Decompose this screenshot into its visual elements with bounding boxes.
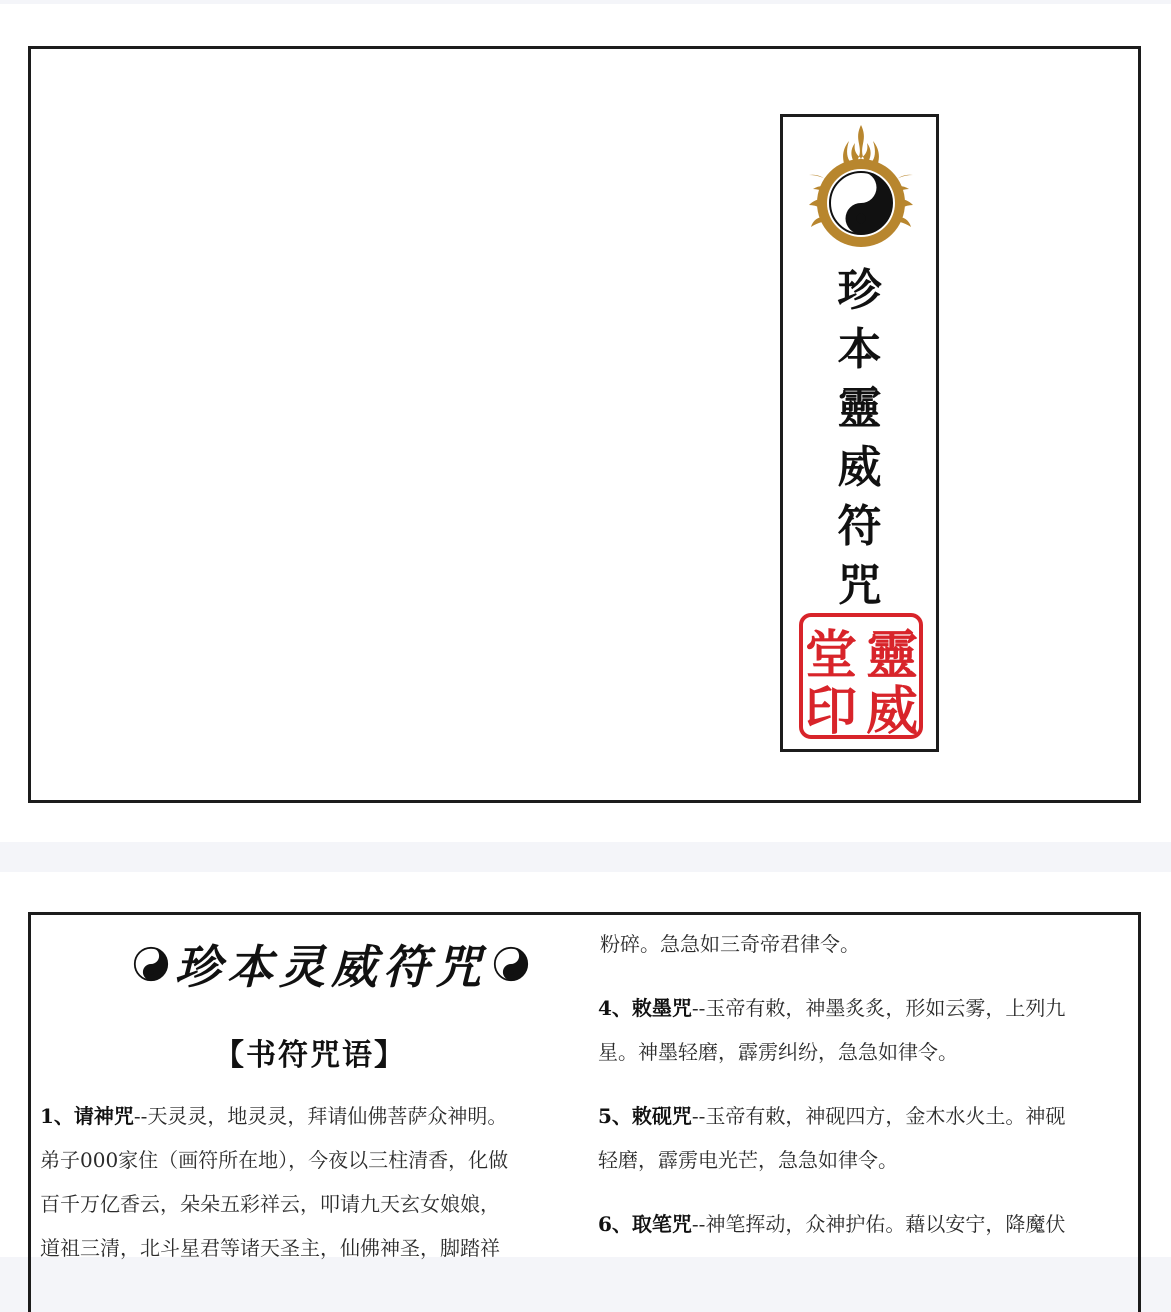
cover-page: [0, 4, 1171, 842]
incantation-separator: --: [133, 1104, 148, 1128]
title-slip: [780, 114, 939, 752]
cover-title-char: 威: [837, 442, 882, 493]
cover-title-char: 珍: [837, 265, 882, 316]
incantation-number: 5、: [598, 1104, 632, 1128]
seal-char: 威: [865, 681, 919, 741]
cover-title-char: 咒: [837, 560, 882, 611]
seal-char: 靈: [865, 625, 919, 686]
page-heading: 珍本灵威符咒: [175, 940, 487, 994]
red-seal-stamp-icon: [797, 611, 925, 741]
incantation-text: 百千万亿香云，朵朵五彩祥云，叩请九天玄女娘娘，: [40, 1192, 500, 1216]
cover-title: [783, 261, 936, 615]
seal-char: 堂: [804, 625, 858, 686]
incantation-text: 玉帝有敕，神砚四方，金木水火土。神砚: [705, 1104, 1066, 1128]
yin-yang-icon: [133, 946, 169, 982]
section-subheading: 【书符咒语】: [214, 1038, 406, 1073]
incantation-text: 天灵灵，地灵灵，拜请仙佛菩萨众神明。: [147, 1104, 508, 1128]
yin-yang-flame-emblem-icon: [799, 123, 923, 253]
incantation-text: 轻磨，霹雳电光芒，急急如律令。: [598, 1148, 898, 1172]
incantation-separator: --: [691, 1104, 706, 1128]
incantation-number: 4、: [598, 996, 632, 1020]
incantation-5: [598, 1094, 1065, 1182]
incantation-text: 弟子000家住（画符所在地），今夜以三柱清香，化做: [40, 1148, 509, 1172]
cover-title-char: 靈: [837, 383, 882, 434]
incantation-separator: --: [691, 1212, 706, 1236]
incantation-separator: --: [691, 996, 706, 1020]
incantation-text: 星。神墨轻磨，霹雳纠纷，急急如律令。: [598, 1040, 958, 1064]
seal-char: 印: [804, 681, 858, 741]
continued-text: [600, 922, 860, 966]
incantation-number: 1、: [40, 1104, 74, 1128]
yin-yang-icon: [493, 946, 529, 982]
content-page: [0, 872, 1171, 1260]
cover-title-char: 符: [837, 501, 882, 552]
incantation-text: 道祖三清，北斗星君等诸天圣主，仙佛神圣，脚踏祥: [40, 1236, 500, 1260]
incantation-6: [598, 1202, 1065, 1246]
cover-frame: [28, 46, 1141, 803]
incantation-text: 神笔挥动，众神护佑。藉以安宁，降魔伏: [705, 1212, 1066, 1236]
incantation-name: 取笔咒: [631, 1212, 692, 1236]
incantation-number: 6、: [598, 1212, 632, 1236]
incantation-name: 请神咒: [73, 1104, 134, 1128]
incantation-name: 敕墨咒: [631, 996, 692, 1020]
incantation-text: 粉碎。急急如三奇帝君律令。: [600, 932, 860, 956]
incantation-name: 敕砚咒: [631, 1104, 692, 1128]
incantation-1: [40, 1094, 508, 1270]
cover-title-char: 本: [837, 324, 882, 375]
heading-row: [96, 934, 566, 994]
incantation-4: [598, 986, 1065, 1074]
incantation-text: 玉帝有敕，神墨炙炙，形如云雾，上列九: [705, 996, 1066, 1020]
